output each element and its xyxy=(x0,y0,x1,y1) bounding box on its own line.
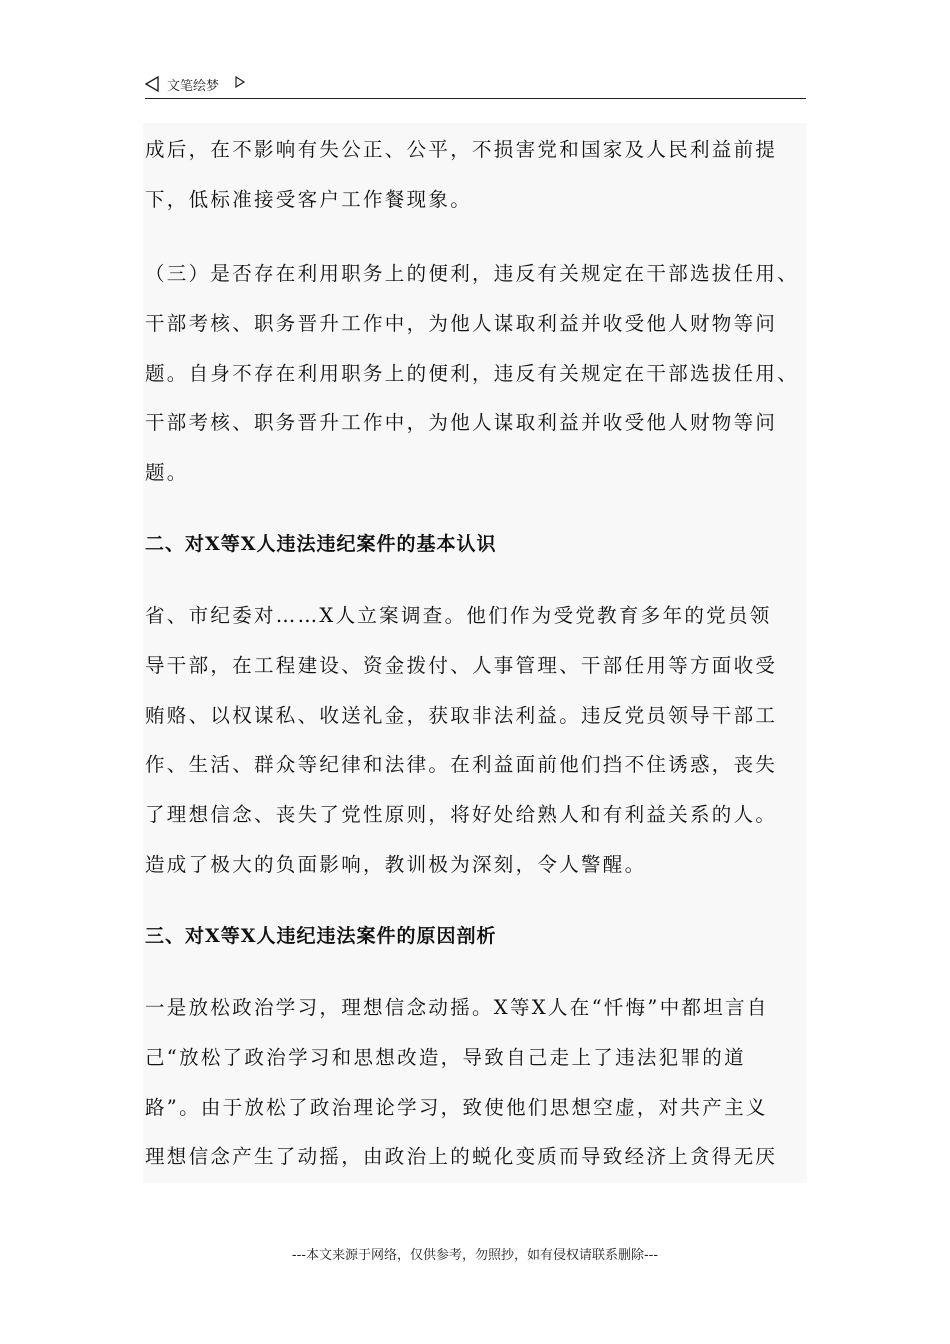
paragraph-cause-analysis xyxy=(145,983,813,1182)
text-line: 路”。由于放松了政治理论学习，致使他们思想空虚，对共产主义 xyxy=(145,1095,768,1119)
text-line: 贿赂、以权谋私、收送礼金，获取非法利益。违反党员领导干部工 xyxy=(145,703,778,727)
paragraph-basic-understanding xyxy=(145,591,813,890)
text-line: 题。 xyxy=(145,461,189,485)
text-line: 造成了极大的负面影响，教训极为深刻，令人警醒。 xyxy=(145,852,647,876)
text-line: 干部考核、职务晋升工作中，为他人谋取利益并收受他人财物等问 xyxy=(145,411,778,435)
text-line: 导干部，在工程建设、资金拨付、人事管理、干部任用等方面收受 xyxy=(145,653,778,677)
triangle-left-icon xyxy=(145,76,159,92)
text-line: 省、市纪委对……X人立案调查。他们作为受党教育多年的党员领 xyxy=(145,604,772,627)
text-line: （三）是否存在利用职务上的便利，违反有关规定在干部选拔任用、 xyxy=(145,262,800,285)
header-brand: 文笔绘梦 xyxy=(167,79,220,94)
heading-cause-analysis: 三、对X等X人违纪违法案件的原因剖析 xyxy=(145,925,497,947)
text-line: 成后，在不影响有失公正、公平，不损害党和国家及人民利益前提 xyxy=(145,138,778,161)
text-line: 一是放松政治学习，理想信念动摇。X等X人在“忏悔”中都坦言自 xyxy=(145,996,769,1019)
text-line: 了理想信念、丧失了党性原则，将好处给熟人和有利益关系的人。 xyxy=(145,803,778,827)
document-body xyxy=(143,123,807,1183)
paragraph-intro-end xyxy=(145,125,813,225)
page-footer-disclaimer: ---本文来源于网络，仅供参考，勿照抄，如有侵权请联系删除--- xyxy=(291,1248,659,1263)
paragraph-section-three xyxy=(145,249,813,498)
text-line: 题。自身不存在利用职务上的便利，违反有关规定在干部选拔任用、 xyxy=(145,361,800,385)
text-line: 理想信念产生了动摇，由政治上的蜕化变质而导致经济上贪得无厌 xyxy=(145,1145,778,1169)
text-line: 己“放松了政治学习和思想改造，导致自己走上了违法犯罪的道 xyxy=(145,1045,746,1069)
text-line: 下，低标准接受客户工作餐现象。 xyxy=(145,187,473,211)
heading-basic-understanding: 二、对X等X人违法违纪案件的基本认识 xyxy=(145,533,497,555)
text-line: 作、生活、群众等纪律和法律。在利益面前他们挡不住诱惑，丧失 xyxy=(145,753,778,777)
triangle-right-icon xyxy=(235,76,245,88)
text-line: 干部考核、职务晋升工作中，为他人谋取利益并收受他人财物等问 xyxy=(145,311,778,335)
page-header xyxy=(145,72,806,99)
